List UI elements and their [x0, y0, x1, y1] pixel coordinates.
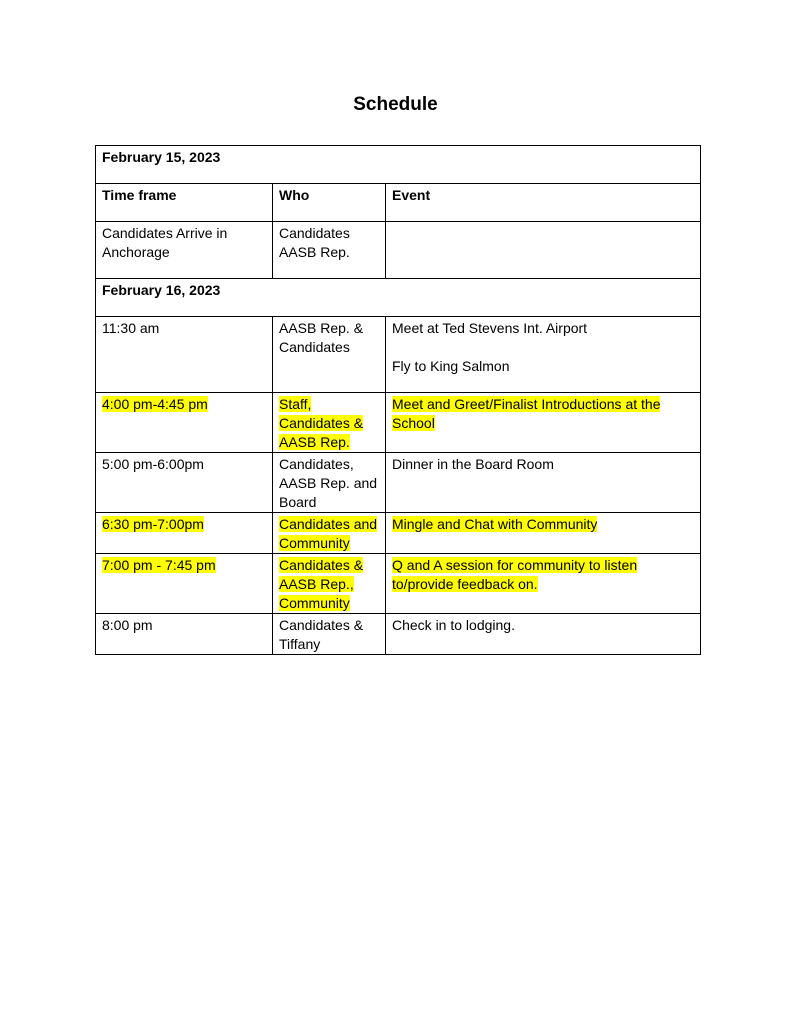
- event-cell: [386, 222, 701, 279]
- who-cell: [273, 393, 386, 453]
- time-cell: [96, 513, 273, 554]
- who-line: Candidates: [279, 339, 350, 355]
- event-spacer: [392, 338, 694, 357]
- who-cell: [273, 513, 386, 554]
- table-row: [96, 513, 701, 554]
- who-line: AASB Rep.: [279, 434, 350, 450]
- table-row: [96, 614, 701, 655]
- event-cell: Check in to lodging.: [386, 614, 701, 655]
- who-line: Staff,: [279, 396, 312, 412]
- date-row: [96, 279, 701, 317]
- who-line: AASB Rep.: [279, 244, 350, 260]
- who-line: AASB Rep. &: [279, 320, 364, 336]
- who-line: Candidates &: [279, 415, 364, 431]
- time-text: 4:00 pm-4:45 pm: [102, 396, 208, 412]
- date-cell: February 15, 2023: [96, 146, 701, 184]
- who-cell: [273, 222, 386, 279]
- date-cell: February 16, 2023: [96, 279, 701, 317]
- who-cell: [273, 614, 386, 655]
- time-cell: [96, 554, 273, 614]
- who-line: Candidates and: [279, 516, 378, 532]
- time-text: 7:00 pm - 7:45 pm: [102, 557, 216, 573]
- event-line: Fly to King Salmon: [392, 358, 510, 374]
- table-row: [96, 317, 701, 393]
- table-row: [96, 393, 701, 453]
- who-cell: [273, 453, 386, 513]
- who-line: AASB Rep. and: [279, 475, 378, 491]
- time-cell: 5:00 pm-6:00pm: [96, 453, 273, 513]
- table-row: [96, 554, 701, 614]
- event-text: Mingle and Chat with Community: [392, 516, 598, 532]
- table-row: [96, 453, 701, 513]
- event-cell: Dinner in the Board Room: [386, 453, 701, 513]
- who-line: Community: [279, 595, 350, 611]
- who-line: Candidates &: [279, 557, 364, 573]
- who-line: Candidates,: [279, 456, 354, 472]
- event-cell: [386, 317, 701, 393]
- event-text: Meet and Greet/Finalist Introductions at the School: [392, 396, 661, 431]
- who-line: AASB Rep.,: [279, 576, 354, 592]
- time-cell: 8:00 pm: [96, 614, 273, 655]
- schedule-table: [95, 145, 701, 655]
- event-line: Meet at Ted Stevens Int. Airport: [392, 320, 588, 336]
- who-cell: [273, 554, 386, 614]
- header-row: [96, 184, 701, 222]
- time-cell: Candidates Arrive in Anchorage: [96, 222, 273, 279]
- who-line: Board: [279, 494, 317, 510]
- who-line: Candidates: [279, 225, 350, 241]
- event-cell: [386, 554, 701, 614]
- page-title: Schedule: [353, 94, 438, 115]
- event-text: Q and A session for community to listen to/provide feedback on.: [392, 557, 638, 592]
- event-cell: [386, 393, 701, 453]
- table-row: [96, 222, 701, 279]
- header-who: Who: [273, 184, 386, 222]
- header-time-frame: Time frame: [96, 184, 273, 222]
- time-cell: [96, 393, 273, 453]
- who-line: Candidates &: [279, 617, 364, 633]
- date-row: [96, 146, 701, 184]
- header-event: Event: [386, 184, 701, 222]
- who-line: Tiffany: [279, 636, 321, 652]
- who-cell: [273, 317, 386, 393]
- time-cell: 11:30 am: [96, 317, 273, 393]
- event-cell: [386, 513, 701, 554]
- who-line: Community: [279, 535, 350, 551]
- time-text: 6:30 pm-7:00pm: [102, 516, 204, 532]
